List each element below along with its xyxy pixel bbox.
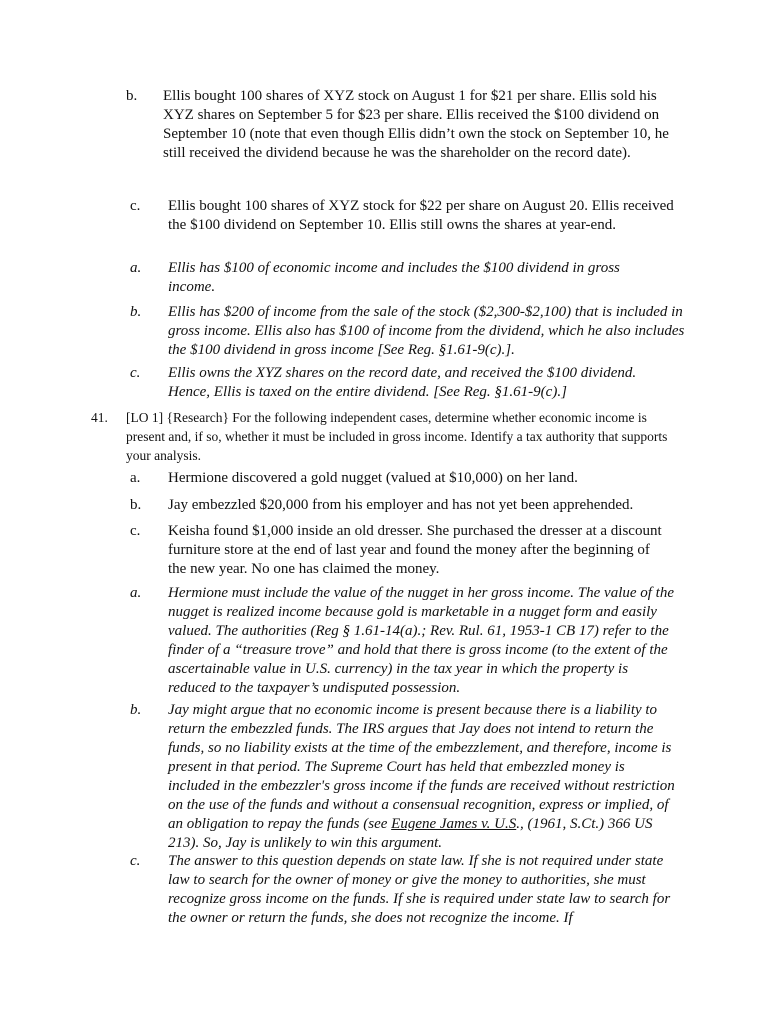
item-text: The answer to this question depends on state law. If she is not required under state law to search for the owner of money or give the money to authorities, she must recognize gross income on the funds. If she is required under state law to search for the owner or return the funds, she does not recognize the income. If xyxy=(168,853,671,926)
answer-text-after-case: ., (1961, S.Ct.) 366 US 213). So, Jay is unlikely to win this argument. xyxy=(168,816,653,851)
item-label: b. xyxy=(126,88,138,104)
item-text: Ellis bought 100 shares of XYZ stock for $22 per share on August 20. Ellis received the $100 dividend on September 10. Ellis still owns the shares at year-end. xyxy=(168,198,674,233)
item-label: c. xyxy=(130,523,141,539)
item-label: c. xyxy=(130,365,141,381)
case-citation: Eugene James v. U.S xyxy=(391,816,517,832)
item-label: b. xyxy=(130,702,142,718)
item-text: Jay embezzled $20,000 from his employer and has not yet been apprehended. xyxy=(168,497,634,513)
item-label: b. xyxy=(130,497,142,513)
item-text: Ellis has $200 of income from the sale of the stock ($2,300-$2,100) that is included in gross income. Ellis also has $100 of income from the dividend, which he also includes the $100 dividend in gross income [See Reg. §1.61-9(c).]. xyxy=(168,304,685,358)
item-text: Ellis owns the XYZ shares on the record date, and received the $100 dividend. Hence, Ellis is taxed on the entire dividend. [See Reg. §1.61-9(c).] xyxy=(168,365,637,400)
item-label: c. xyxy=(130,853,141,869)
item-label: c. xyxy=(130,198,141,214)
question-number: 41. xyxy=(91,410,108,425)
item-label: a. xyxy=(130,585,142,601)
item-text: Ellis has $100 of economic income and includes the $100 dividend in gross income. xyxy=(168,260,620,295)
item-text: Hermione must include the value of the nugget in her gross income. The value of the nugget is realized income because gold is marketable in a nugget form and easily valued. The authorities (Reg § 1.61-14(a).; Rev. Rul. 61, 1953-1 CB 17) refer to the finder of a “treasure trove” and hold that there is gross income (to the extent of the ascertainable value in U.S. currency) in the tax year in which the property is reduced to the taxpayer’s undisputed possession. xyxy=(168,585,675,696)
item-text: Ellis bought 100 shares of XYZ stock on August 1 for $21 per share. Ellis sold his XYZ shares on September 5 for $23 per share. Ellis received the $100 dividend on September 10 (note that even though Ellis didn’t own the stock on September 10, he still received the dividend because he was the shareholder on the record date). xyxy=(163,88,669,161)
item-text xyxy=(168,701,680,853)
item-label: a. xyxy=(130,470,141,486)
answer-text-before-case: Jay might argue that no economic income is present because there is a liability to return the embezzled funds. The IRS argues that Jay does not intend to return the funds, so no liability exists at the time of the embezzlement, and therefore, income is present in that period. The Supreme Court has held that embezzled money is included in the embezzler's gross income if the funds are received without restriction on the use of the funds and without a consensual recognition, express or implied, of an obligation to repay the funds (see xyxy=(168,702,675,832)
item-text: Keisha found $1,000 inside an old dresser. She purchased the dresser at a discount furniture store at the end of last year and found the money after the beginning of the new year. No one has claimed the money. xyxy=(168,523,662,577)
item-text: [LO 1] {Research} For the following independent cases, determine whether economic income is present and, if so, whether it must be included in gross income. Identify a tax authority that supports your analysis. xyxy=(126,410,668,463)
item-label: a. xyxy=(130,260,142,276)
item-text: Hermione discovered a gold nugget (valued at $10,000) on her land. xyxy=(168,470,578,486)
item-label: b. xyxy=(130,304,142,320)
